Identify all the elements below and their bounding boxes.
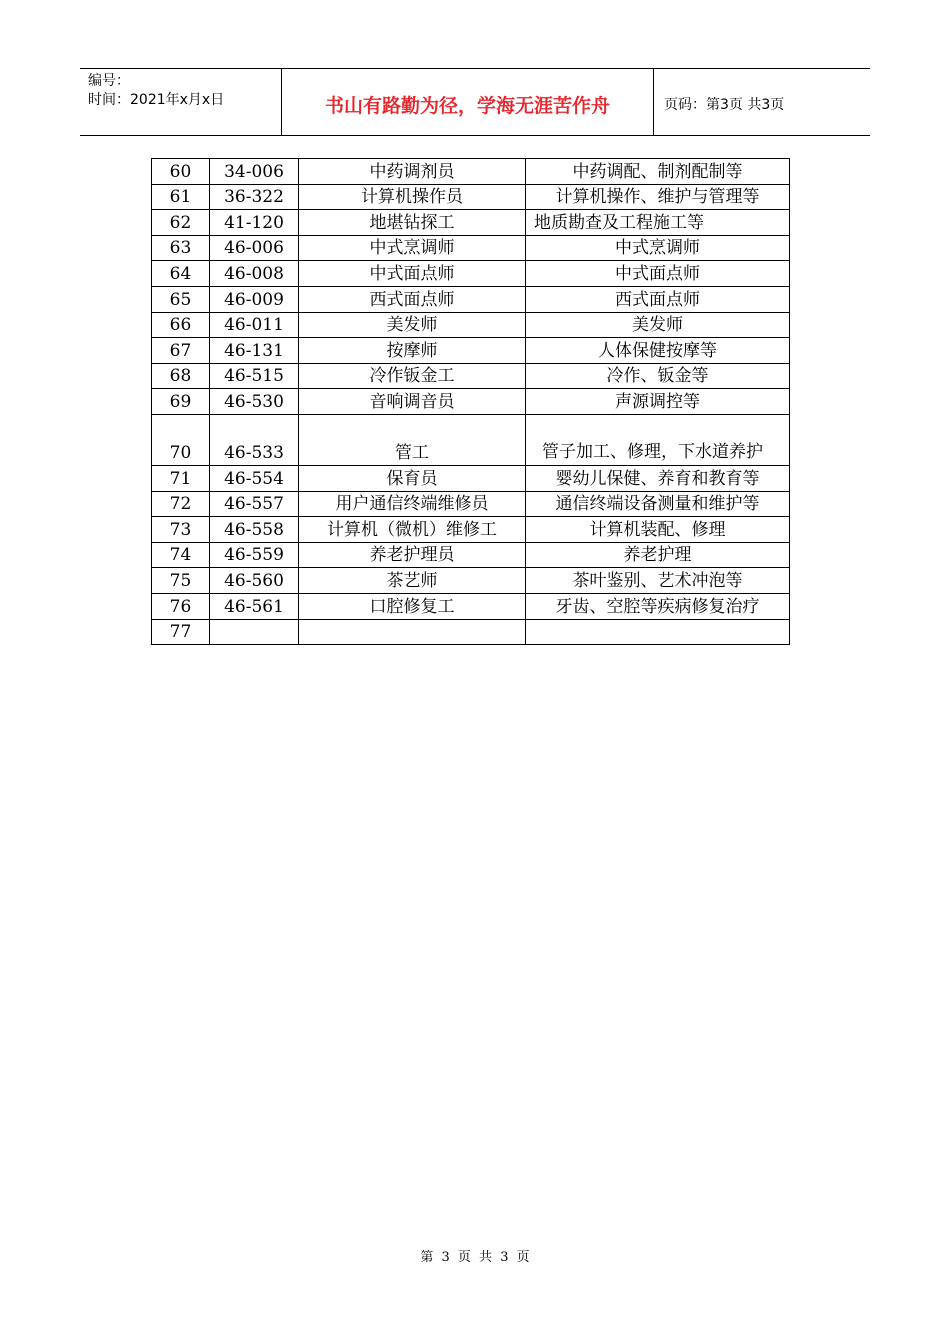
row-number-cell: 68 [152,363,210,389]
occupation-name-cell: 养老护理员 [299,542,526,568]
occupation-code-cell: 46-560 [210,568,299,594]
occupation-desc-cell: 地质勘查及工程施工等 [526,210,790,236]
row-number-cell: 74 [152,542,210,568]
header-motto: 书山有路勤为径，学海无涯苦作舟 [282,69,654,135]
row-number-cell: 61 [152,184,210,210]
row-number-cell: 77 [152,619,210,645]
table-row [152,593,790,619]
page-header [80,68,870,136]
occupation-name-cell: 西式面点师 [299,286,526,312]
occupation-desc-cell: 中式烹调师 [526,235,790,261]
table-row [152,286,790,312]
occupation-name-cell: 保育员 [299,465,526,491]
row-number-cell: 63 [152,235,210,261]
occupation-code-cell: 46-009 [210,286,299,312]
occupation-name-cell: 用户通信终端维修员 [299,491,526,517]
occupation-desc-cell: 西式面点师 [526,286,790,312]
row-number-cell: 66 [152,312,210,338]
document-code-label: 编号： [88,73,130,89]
occupation-desc-cell: 中药调配、制剂配制等 [526,159,790,185]
occupation-desc-cell: 冷作、钣金等 [526,363,790,389]
table-row [152,338,790,364]
row-number-cell: 65 [152,286,210,312]
occupation-code-cell: 41-120 [210,210,299,236]
occupation-desc-cell [526,619,790,645]
occupation-name-cell: 中式面点师 [299,261,526,287]
occupation-name-cell [299,619,526,645]
occupation-code-cell: 46-011 [210,312,299,338]
table-row [152,210,790,236]
table-row [152,184,790,210]
occupation-name-cell: 茶艺师 [299,568,526,594]
occupation-name-cell: 地堪钻探工 [299,210,526,236]
table-row [152,312,790,338]
occupation-name-cell: 中药调剂员 [299,159,526,185]
row-number-cell: 70 [152,414,210,465]
row-number-cell: 60 [152,159,210,185]
occupation-code-cell: 36-322 [210,184,299,210]
occupation-desc-cell: 婴幼儿保健、养育和教育等 [526,465,790,491]
table-row [152,568,790,594]
table-row [152,542,790,568]
header-page-number: 页码：第3页 共3页 [664,97,785,113]
occupation-desc-cell: 茶叶鉴别、艺术冲泡等 [526,568,790,594]
occupation-table [151,158,790,645]
occupation-desc-cell: 中式面点师 [526,261,790,287]
occupation-desc-cell: 养老护理 [526,542,790,568]
row-number-cell: 72 [152,491,210,517]
occupation-code-cell: 46-561 [210,593,299,619]
table-row [152,414,790,465]
occupation-desc-cell: 管子加工、修理，下水道养护 [526,414,790,465]
occupation-desc-cell: 美发师 [526,312,790,338]
table-row [152,261,790,287]
occupation-code-cell: 46-533 [210,414,299,465]
occupation-code-cell [210,619,299,645]
table-row [152,517,790,543]
occupation-name-cell: 音响调音员 [299,389,526,415]
occupation-name-cell: 美发师 [299,312,526,338]
row-number-cell: 62 [152,210,210,236]
occupation-desc-cell: 声源调控等 [526,389,790,415]
header-info-cell [80,69,282,135]
occupation-desc-cell: 牙齿、空腔等疾病修复治疗 [526,593,790,619]
occupation-code-cell: 46-557 [210,491,299,517]
table-row [152,389,790,415]
occupation-code-cell: 46-515 [210,363,299,389]
row-number-cell: 76 [152,593,210,619]
occupation-desc-cell: 通信终端设备测量和维护等 [526,491,790,517]
row-number-cell: 75 [152,568,210,594]
table-row [152,619,790,645]
occupation-name-cell: 中式烹调师 [299,235,526,261]
occupation-code-cell: 46-008 [210,261,299,287]
table-row [152,159,790,185]
row-number-cell: 73 [152,517,210,543]
occupation-name-cell: 计算机（微机）维修工 [299,517,526,543]
table-row [152,465,790,491]
occupation-code-cell: 46-131 [210,338,299,364]
table-row [152,363,790,389]
occupation-name-cell: 计算机操作员 [299,184,526,210]
table-row [152,235,790,261]
occupation-desc-cell: 计算机装配、修理 [526,517,790,543]
occupation-name-cell: 口腔修复工 [299,593,526,619]
occupation-code-cell: 34-006 [210,159,299,185]
row-number-cell: 64 [152,261,210,287]
occupation-name-cell: 管工 [299,414,526,465]
page-footer: 第 3 页 共 3 页 [420,1250,530,1265]
occupation-name-cell: 冷作钣金工 [299,363,526,389]
occupation-code-cell: 46-006 [210,235,299,261]
row-number-cell: 69 [152,389,210,415]
occupation-desc-cell: 人体保健按摩等 [526,338,790,364]
occupation-table-body [152,159,790,645]
document-date-label: 时间：2021年x月x日 [88,92,225,108]
row-number-cell: 67 [152,338,210,364]
row-number-cell: 71 [152,465,210,491]
occupation-code-cell: 46-558 [210,517,299,543]
occupation-name-cell: 按摩师 [299,338,526,364]
occupation-desc-cell: 计算机操作、维护与管理等 [526,184,790,210]
occupation-code-cell: 46-530 [210,389,299,415]
occupation-code-cell: 46-559 [210,542,299,568]
occupation-code-cell: 46-554 [210,465,299,491]
table-row [152,491,790,517]
